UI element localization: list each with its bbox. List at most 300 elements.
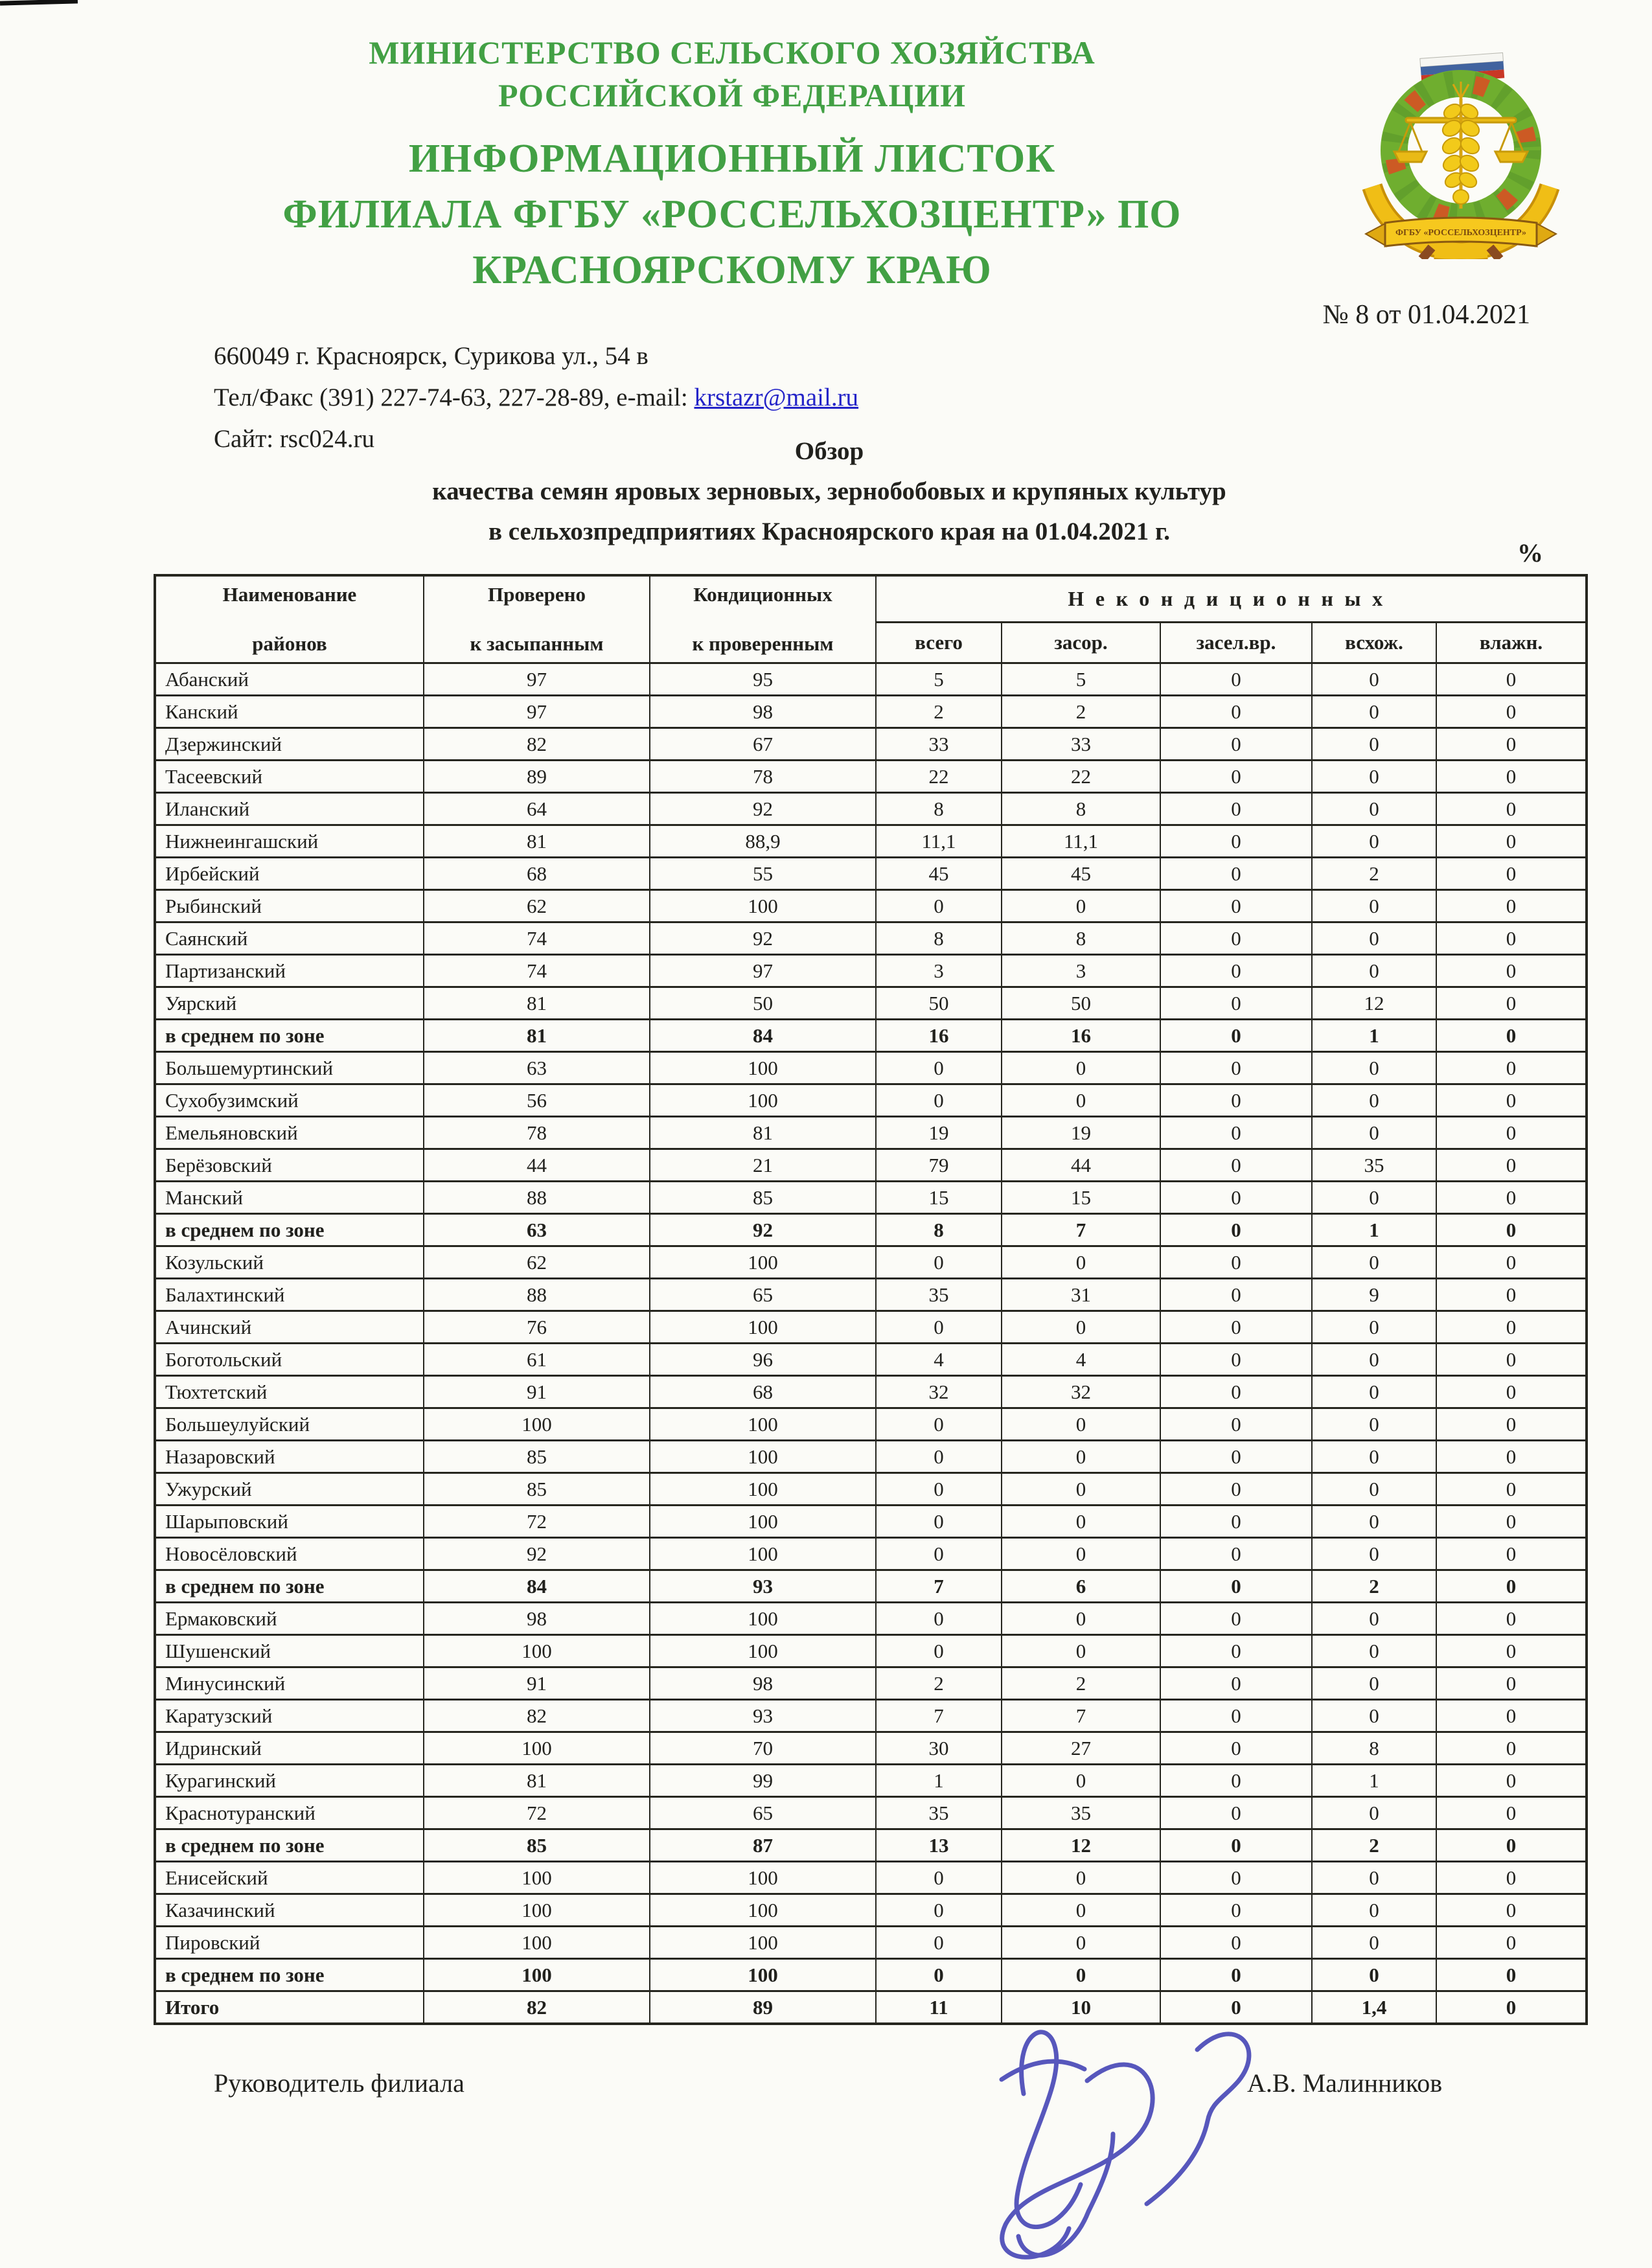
value-cell: 79 bbox=[876, 1149, 1002, 1182]
value-cell: 84 bbox=[424, 1570, 650, 1603]
col-header-conditioned-line2: к проверенным bbox=[692, 632, 834, 655]
value-cell: 0 bbox=[1312, 1311, 1436, 1344]
value-cell: 50 bbox=[1002, 987, 1160, 1020]
phone-line bbox=[214, 377, 858, 418]
doc-title-line-1: ИНФОРМАЦИОННЫЙ ЛИСТОК bbox=[408, 137, 1056, 181]
value-cell: 0 bbox=[1436, 1538, 1587, 1570]
value-cell: 7 bbox=[876, 1700, 1002, 1732]
value-cell: 0 bbox=[1312, 696, 1436, 728]
value-cell: 97 bbox=[424, 696, 650, 728]
value-cell: 0 bbox=[1160, 1506, 1312, 1538]
value-cell: 7 bbox=[1002, 1214, 1160, 1246]
district-name-cell: Шарыповский bbox=[155, 1506, 424, 1538]
value-cell: 0 bbox=[1436, 1829, 1587, 1862]
value-cell: 0 bbox=[1436, 858, 1587, 890]
value-cell: 93 bbox=[650, 1700, 876, 1732]
table-row bbox=[155, 1700, 1587, 1732]
table-row bbox=[155, 663, 1587, 696]
table-row bbox=[155, 1117, 1587, 1149]
value-cell: 1 bbox=[1312, 1214, 1436, 1246]
value-cell: 35 bbox=[1002, 1797, 1160, 1829]
value-cell: 87 bbox=[650, 1829, 876, 1862]
value-cell: 12 bbox=[1002, 1829, 1160, 1862]
value-cell: 55 bbox=[650, 858, 876, 890]
value-cell: 1 bbox=[1312, 1765, 1436, 1797]
value-cell: 0 bbox=[1312, 1797, 1436, 1829]
value-cell: 100 bbox=[650, 1506, 876, 1538]
value-cell: 65 bbox=[650, 1797, 876, 1829]
value-cell: 0 bbox=[1312, 955, 1436, 987]
value-cell: 4 bbox=[1002, 1344, 1160, 1376]
value-cell: 0 bbox=[1160, 1214, 1312, 1246]
district-name-cell: Канский bbox=[155, 696, 424, 728]
value-cell: 0 bbox=[1436, 1797, 1587, 1829]
value-cell: 0 bbox=[1160, 696, 1312, 728]
value-cell: 91 bbox=[424, 1667, 650, 1700]
signature-icon bbox=[810, 1990, 1315, 2262]
value-cell: 0 bbox=[1312, 1052, 1436, 1084]
value-cell: 63 bbox=[424, 1052, 650, 1084]
value-cell: 0 bbox=[1160, 1149, 1312, 1182]
district-name-cell: Ирбейский bbox=[155, 858, 424, 890]
value-cell: 92 bbox=[650, 1214, 876, 1246]
district-name-cell: Енисейский bbox=[155, 1862, 424, 1894]
value-cell: 0 bbox=[1312, 825, 1436, 858]
district-name-cell: Курагинский bbox=[155, 1765, 424, 1797]
value-cell: 62 bbox=[424, 1246, 650, 1279]
value-cell: 0 bbox=[1160, 1311, 1312, 1344]
value-cell: 81 bbox=[424, 987, 650, 1020]
value-cell: 0 bbox=[876, 1473, 1002, 1506]
value-cell: 0 bbox=[1002, 1959, 1160, 1991]
doc-title-line-3: КРАСНОЯРСКОМУ КРАЮ bbox=[472, 248, 992, 292]
value-cell: 98 bbox=[650, 696, 876, 728]
value-cell: 78 bbox=[650, 761, 876, 793]
value-cell: 98 bbox=[424, 1603, 650, 1635]
value-cell: 1 bbox=[1312, 1020, 1436, 1052]
value-cell: 3 bbox=[1002, 955, 1160, 987]
value-cell: 0 bbox=[1436, 1084, 1587, 1117]
value-cell: 0 bbox=[1160, 793, 1312, 825]
district-name-cell: Партизанский bbox=[155, 955, 424, 987]
value-cell: 16 bbox=[1002, 1020, 1160, 1052]
value-cell: 22 bbox=[876, 761, 1002, 793]
table-row bbox=[155, 1797, 1587, 1829]
value-cell: 0 bbox=[1160, 1441, 1312, 1473]
value-cell: 8 bbox=[1002, 793, 1160, 825]
table-row bbox=[155, 1506, 1587, 1538]
value-cell: 91 bbox=[424, 1376, 650, 1408]
value-cell: 35 bbox=[1312, 1149, 1436, 1182]
value-cell: 2 bbox=[876, 1667, 1002, 1700]
value-cell: 44 bbox=[424, 1149, 650, 1182]
table-row bbox=[155, 793, 1587, 825]
value-cell: 0 bbox=[876, 1506, 1002, 1538]
value-cell: 0 bbox=[1312, 793, 1436, 825]
summary-row bbox=[155, 1959, 1587, 1991]
value-cell: 82 bbox=[424, 1991, 650, 2024]
value-cell: 0 bbox=[1160, 1862, 1312, 1894]
value-cell: 0 bbox=[1002, 1506, 1160, 1538]
value-cell: 15 bbox=[1002, 1182, 1160, 1214]
value-cell: 0 bbox=[1160, 987, 1312, 1020]
value-cell: 88,9 bbox=[650, 825, 876, 858]
value-cell: 100 bbox=[650, 1635, 876, 1667]
value-cell: 0 bbox=[1160, 1408, 1312, 1441]
value-cell: 0 bbox=[1002, 1473, 1160, 1506]
signer-position-label: Руководитель филиала bbox=[214, 2068, 465, 2098]
value-cell: 35 bbox=[876, 1797, 1002, 1829]
table-row bbox=[155, 761, 1587, 793]
table-row bbox=[155, 1149, 1587, 1182]
value-cell: 64 bbox=[424, 793, 650, 825]
value-cell: 0 bbox=[1436, 1149, 1587, 1182]
value-cell: 0 bbox=[1002, 1538, 1160, 1570]
district-name-cell: Идринский bbox=[155, 1732, 424, 1765]
value-cell: 0 bbox=[1436, 1214, 1587, 1246]
col-header-pests: засел.вр. bbox=[1160, 623, 1312, 663]
summary-row bbox=[155, 1570, 1587, 1603]
value-cell: 0 bbox=[1160, 1959, 1312, 1991]
value-cell: 0 bbox=[1160, 1344, 1312, 1376]
value-cell: 0 bbox=[1002, 1765, 1160, 1797]
value-cell: 5 bbox=[876, 663, 1002, 696]
district-name-cell: Каратузский bbox=[155, 1700, 424, 1732]
col-header-district-line1: Наименование bbox=[222, 583, 357, 606]
district-name-cell: Емельяновский bbox=[155, 1117, 424, 1149]
value-cell: 0 bbox=[1160, 1700, 1312, 1732]
value-cell: 93 bbox=[650, 1570, 876, 1603]
email-link[interactable]: krstazr@mail.ru bbox=[694, 384, 859, 411]
doc-title-line-2: ФИЛИАЛА ФГБУ «РОССЕЛЬХОЗЦЕНТР» ПО bbox=[282, 192, 1182, 236]
value-cell: 89 bbox=[424, 761, 650, 793]
table-row bbox=[155, 1765, 1587, 1797]
value-cell: 0 bbox=[1160, 858, 1312, 890]
value-cell: 0 bbox=[1312, 1862, 1436, 1894]
value-cell: 61 bbox=[424, 1344, 650, 1376]
value-cell: 32 bbox=[876, 1376, 1002, 1408]
value-cell: 0 bbox=[1436, 1182, 1587, 1214]
value-cell: 0 bbox=[876, 1052, 1002, 1084]
district-name-cell: в среднем по зоне bbox=[155, 1214, 424, 1246]
value-cell: 4 bbox=[876, 1344, 1002, 1376]
table-row bbox=[155, 1408, 1587, 1441]
value-cell: 7 bbox=[876, 1570, 1002, 1603]
value-cell: 0 bbox=[1160, 1538, 1312, 1570]
value-cell: 8 bbox=[876, 922, 1002, 955]
value-cell: 0 bbox=[1312, 1408, 1436, 1441]
value-cell: 0 bbox=[1002, 1246, 1160, 1279]
value-cell: 0 bbox=[876, 1441, 1002, 1473]
value-cell: 1 bbox=[876, 1765, 1002, 1797]
value-cell: 0 bbox=[1160, 1117, 1312, 1149]
value-cell: 92 bbox=[650, 922, 876, 955]
district-name-cell: Краснотуранский bbox=[155, 1797, 424, 1829]
value-cell: 99 bbox=[650, 1765, 876, 1797]
value-cell: 0 bbox=[1312, 1635, 1436, 1667]
value-cell: 81 bbox=[424, 1765, 650, 1797]
value-cell: 0 bbox=[1160, 1052, 1312, 1084]
value-cell: 78 bbox=[424, 1117, 650, 1149]
value-cell: 30 bbox=[876, 1732, 1002, 1765]
value-cell: 100 bbox=[650, 1084, 876, 1117]
value-cell: 0 bbox=[1160, 1570, 1312, 1603]
value-cell: 32 bbox=[1002, 1376, 1160, 1408]
district-name-cell: Итого bbox=[155, 1991, 424, 2024]
summary-row bbox=[155, 1214, 1587, 1246]
district-name-cell: Саянский bbox=[155, 922, 424, 955]
value-cell: 0 bbox=[1436, 1894, 1587, 1927]
table-row bbox=[155, 1052, 1587, 1084]
value-cell: 100 bbox=[424, 1732, 650, 1765]
value-cell: 0 bbox=[1436, 1570, 1587, 1603]
value-cell: 0 bbox=[1436, 1506, 1587, 1538]
value-cell: 50 bbox=[876, 987, 1002, 1020]
value-cell: 0 bbox=[1002, 1441, 1160, 1473]
district-name-cell: Уярский bbox=[155, 987, 424, 1020]
letterhead bbox=[162, 31, 1302, 298]
value-cell: 2 bbox=[1312, 1570, 1436, 1603]
value-cell: 8 bbox=[1002, 922, 1160, 955]
seed-quality-table bbox=[154, 574, 1588, 2025]
col-header-district bbox=[155, 575, 424, 663]
district-name-cell: Рыбинский bbox=[155, 890, 424, 922]
value-cell: 2 bbox=[1002, 1667, 1160, 1700]
value-cell: 0 bbox=[1160, 1279, 1312, 1311]
district-name-cell: Минусинский bbox=[155, 1667, 424, 1700]
value-cell: 0 bbox=[1312, 890, 1436, 922]
value-cell: 0 bbox=[1312, 1959, 1436, 1991]
value-cell: 45 bbox=[1002, 858, 1160, 890]
value-cell: 0 bbox=[1312, 1344, 1436, 1376]
summary-row bbox=[155, 1829, 1587, 1862]
value-cell: 100 bbox=[650, 1538, 876, 1570]
value-cell: 97 bbox=[424, 663, 650, 696]
value-cell: 0 bbox=[1436, 1667, 1587, 1700]
value-cell: 0 bbox=[876, 890, 1002, 922]
value-cell: 100 bbox=[650, 1927, 876, 1959]
site-line: Сайт: rsc024.ru bbox=[214, 425, 375, 453]
table-row bbox=[155, 1862, 1587, 1894]
value-cell: 81 bbox=[424, 825, 650, 858]
table-row bbox=[155, 1603, 1587, 1635]
col-header-contamination: засор. bbox=[1002, 623, 1160, 663]
value-cell: 16 bbox=[876, 1020, 1002, 1052]
value-cell: 8 bbox=[1312, 1732, 1436, 1765]
value-cell: 0 bbox=[1160, 1473, 1312, 1506]
value-cell: 100 bbox=[650, 1408, 876, 1441]
value-cell: 13 bbox=[876, 1829, 1002, 1862]
value-cell: 0 bbox=[876, 1408, 1002, 1441]
value-cell: 0 bbox=[1160, 1927, 1312, 1959]
table-row bbox=[155, 1635, 1587, 1667]
table-row bbox=[155, 1311, 1587, 1344]
value-cell: 0 bbox=[876, 1635, 1002, 1667]
table-row bbox=[155, 1894, 1587, 1927]
value-cell: 0 bbox=[876, 1862, 1002, 1894]
value-cell: 0 bbox=[1312, 922, 1436, 955]
district-name-cell: Ачинский bbox=[155, 1311, 424, 1344]
table-row bbox=[155, 1246, 1587, 1279]
value-cell: 0 bbox=[1312, 1894, 1436, 1927]
value-cell: 12 bbox=[1312, 987, 1436, 1020]
value-cell: 0 bbox=[1160, 1020, 1312, 1052]
value-cell: 72 bbox=[424, 1506, 650, 1538]
subject-line-3: в сельхозпредприятиях Красноярского края на 01.04.2021 г. bbox=[488, 518, 1171, 545]
value-cell: 100 bbox=[650, 1441, 876, 1473]
district-name-cell: Назаровский bbox=[155, 1441, 424, 1473]
value-cell: 0 bbox=[876, 1084, 1002, 1117]
value-cell: 0 bbox=[1436, 1732, 1587, 1765]
value-cell: 2 bbox=[1312, 1829, 1436, 1862]
col-header-district-line2: районов bbox=[252, 632, 327, 655]
value-cell: 81 bbox=[424, 1020, 650, 1052]
value-cell: 0 bbox=[1312, 1927, 1436, 1959]
value-cell: 96 bbox=[650, 1344, 876, 1376]
value-cell: 0 bbox=[1160, 1829, 1312, 1862]
value-cell: 0 bbox=[1436, 1117, 1587, 1149]
value-cell: 22 bbox=[1002, 761, 1160, 793]
district-name-cell: Большемуртинский bbox=[155, 1052, 424, 1084]
value-cell: 0 bbox=[876, 1927, 1002, 1959]
district-name-cell: Шушенский bbox=[155, 1635, 424, 1667]
phone-text: Тел/Факс (391) 227-74-63, 227-28-89, e-mail: bbox=[214, 384, 694, 411]
value-cell: 88 bbox=[424, 1182, 650, 1214]
value-cell: 70 bbox=[650, 1732, 876, 1765]
value-cell: 0 bbox=[876, 1538, 1002, 1570]
value-cell: 100 bbox=[650, 1603, 876, 1635]
value-cell: 100 bbox=[650, 1246, 876, 1279]
value-cell: 0 bbox=[1160, 1603, 1312, 1635]
value-cell: 0 bbox=[1436, 1927, 1587, 1959]
value-cell: 85 bbox=[650, 1182, 876, 1214]
value-cell: 0 bbox=[1436, 1279, 1587, 1311]
value-cell: 0 bbox=[1002, 1603, 1160, 1635]
value-cell: 0 bbox=[876, 1603, 1002, 1635]
value-cell: 0 bbox=[1436, 955, 1587, 987]
value-cell: 0 bbox=[1436, 1246, 1587, 1279]
district-name-cell: Ужурский bbox=[155, 1473, 424, 1506]
district-name-cell: Боготольский bbox=[155, 1344, 424, 1376]
value-cell: 6 bbox=[1002, 1570, 1160, 1603]
district-name-cell: в среднем по зоне bbox=[155, 1959, 424, 1991]
value-cell: 1,4 bbox=[1312, 1991, 1436, 2024]
value-cell: 100 bbox=[424, 1408, 650, 1441]
value-cell: 9 bbox=[1312, 1279, 1436, 1311]
table-row bbox=[155, 987, 1587, 1020]
district-name-cell: в среднем по зоне bbox=[155, 1829, 424, 1862]
district-name-cell: Абанский bbox=[155, 663, 424, 696]
table-row bbox=[155, 1344, 1587, 1376]
table-row bbox=[155, 922, 1587, 955]
value-cell: 44 bbox=[1002, 1149, 1160, 1182]
value-cell: 97 bbox=[650, 955, 876, 987]
value-cell: 89 bbox=[650, 1991, 876, 2024]
district-name-cell: Балахтинский bbox=[155, 1279, 424, 1311]
value-cell: 0 bbox=[1436, 1473, 1587, 1506]
value-cell: 0 bbox=[1436, 1311, 1587, 1344]
value-cell: 92 bbox=[424, 1538, 650, 1570]
value-cell: 0 bbox=[1312, 1376, 1436, 1408]
value-cell: 88 bbox=[424, 1279, 650, 1311]
value-cell: 100 bbox=[424, 1927, 650, 1959]
value-cell: 0 bbox=[1312, 1117, 1436, 1149]
value-cell: 0 bbox=[1436, 1635, 1587, 1667]
value-cell: 0 bbox=[1436, 1959, 1587, 1991]
value-cell: 100 bbox=[650, 1894, 876, 1927]
value-cell: 0 bbox=[876, 1894, 1002, 1927]
value-cell: 0 bbox=[1436, 1408, 1587, 1441]
value-cell: 74 bbox=[424, 955, 650, 987]
value-cell: 0 bbox=[1312, 1506, 1436, 1538]
value-cell: 98 bbox=[650, 1667, 876, 1700]
value-cell: 0 bbox=[1002, 1052, 1160, 1084]
col-header-conditioned bbox=[650, 575, 876, 663]
value-cell: 68 bbox=[650, 1376, 876, 1408]
value-cell: 0 bbox=[876, 1311, 1002, 1344]
value-cell: 92 bbox=[650, 793, 876, 825]
value-cell: 0 bbox=[1312, 1603, 1436, 1635]
value-cell: 0 bbox=[1312, 1084, 1436, 1117]
value-cell: 0 bbox=[1002, 1311, 1160, 1344]
value-cell: 0 bbox=[1436, 1441, 1587, 1473]
value-cell: 0 bbox=[1436, 890, 1587, 922]
value-cell: 0 bbox=[1436, 728, 1587, 761]
district-name-cell: Тасеевский bbox=[155, 761, 424, 793]
rosselkhozcenter-emblem-icon bbox=[1335, 39, 1587, 259]
value-cell: 56 bbox=[424, 1084, 650, 1117]
subject-line-2: качества семян яровых зерновых, зернобобовых и крупяных культур bbox=[432, 477, 1226, 505]
table-row bbox=[155, 1667, 1587, 1700]
col-header-checked-line1: Проверено bbox=[488, 583, 586, 606]
subject-block bbox=[181, 431, 1477, 552]
signer-name: А.В. Малинников bbox=[1247, 2068, 1443, 2098]
district-name-cell: Ермаковский bbox=[155, 1603, 424, 1635]
doc-number: № 8 от 01.04.2021 bbox=[1322, 300, 1530, 330]
value-cell: 0 bbox=[1436, 1344, 1587, 1376]
value-cell: 74 bbox=[424, 922, 650, 955]
value-cell: 15 bbox=[876, 1182, 1002, 1214]
subject-line-1: Обзор bbox=[794, 437, 864, 465]
value-cell: 82 bbox=[424, 728, 650, 761]
value-cell: 100 bbox=[424, 1862, 650, 1894]
ministry-line-2: РОССИЙСКОЙ ФЕДЕРАЦИИ bbox=[498, 77, 967, 113]
table-row bbox=[155, 728, 1587, 761]
district-name-cell: Пировский bbox=[155, 1927, 424, 1959]
district-name-cell: Нижнеингашский bbox=[155, 825, 424, 858]
district-name-cell: Казачинский bbox=[155, 1894, 424, 1927]
district-name-cell: Сухобузимский bbox=[155, 1084, 424, 1117]
value-cell: 8 bbox=[876, 1214, 1002, 1246]
value-cell: 84 bbox=[650, 1020, 876, 1052]
value-cell: 19 bbox=[876, 1117, 1002, 1149]
value-cell: 0 bbox=[1312, 663, 1436, 696]
value-cell: 0 bbox=[876, 1959, 1002, 1991]
table-row bbox=[155, 890, 1587, 922]
value-cell: 0 bbox=[1160, 761, 1312, 793]
value-cell: 2 bbox=[876, 696, 1002, 728]
col-header-checked-line2: к засыпанным bbox=[470, 632, 604, 655]
value-cell: 0 bbox=[1160, 1084, 1312, 1117]
value-cell: 33 bbox=[1002, 728, 1160, 761]
value-cell: 0 bbox=[1436, 1376, 1587, 1408]
value-cell: 0 bbox=[1160, 1667, 1312, 1700]
ministry-line-1: МИНИСТЕРСТВО СЕЛЬСКОГО ХОЗЯЙСТВА bbox=[369, 34, 1096, 71]
value-cell: 0 bbox=[1160, 1797, 1312, 1829]
value-cell: 0 bbox=[1312, 728, 1436, 761]
value-cell: 8 bbox=[876, 793, 1002, 825]
value-cell: 100 bbox=[650, 890, 876, 922]
